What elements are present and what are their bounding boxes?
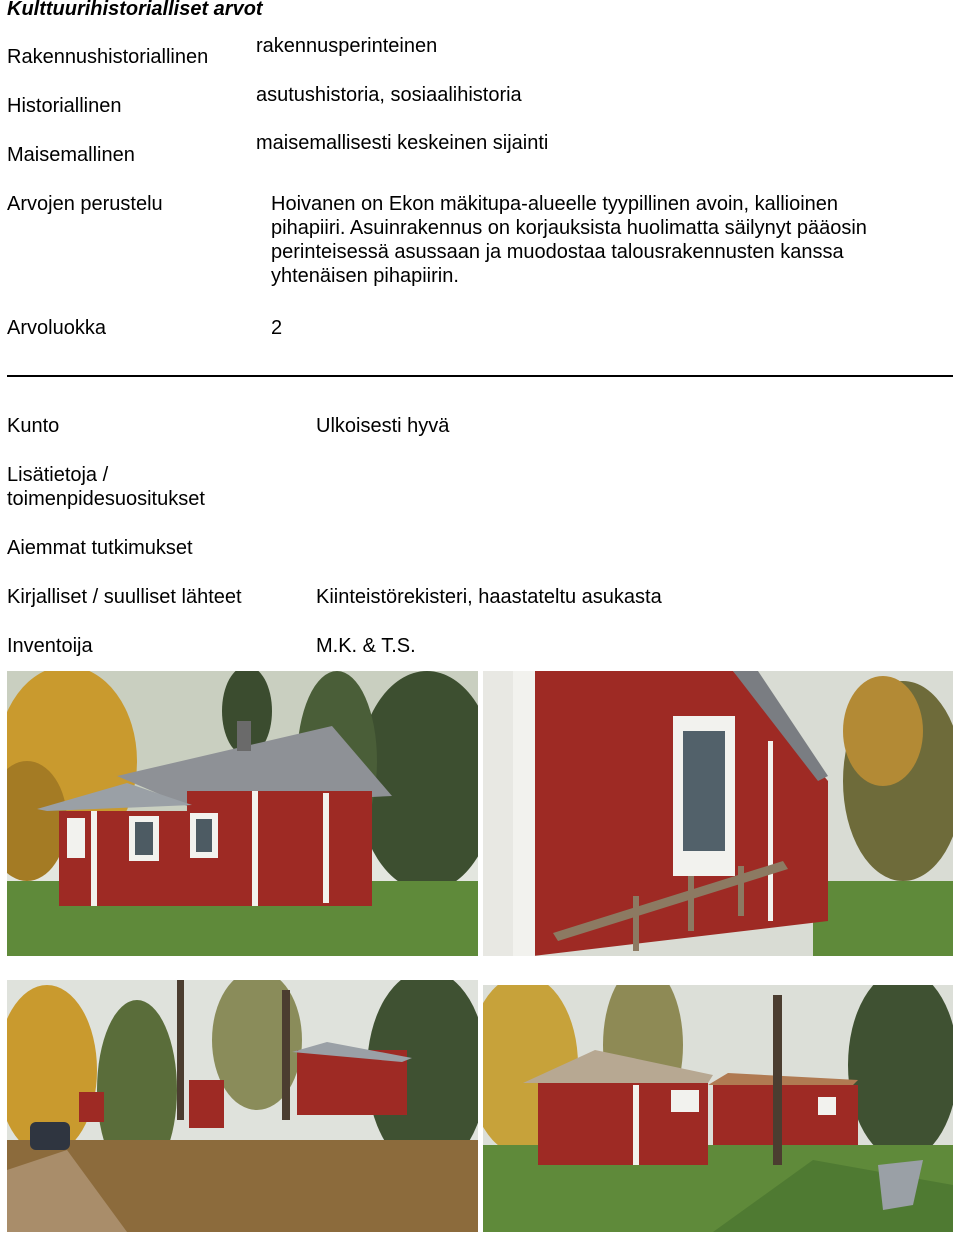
photo-cottage-front: [7, 671, 478, 956]
label-lisatietoja-line2: toimenpidesuositukset: [7, 488, 205, 510]
label-lisatietoja: [7, 463, 205, 511]
perustelu-line: perinteisessä asussaan ja muodostaa talousrakennusten kanssa: [271, 241, 844, 263]
photo-yard-with-car: [7, 980, 478, 1232]
value-inventoija: M.K. & T.S.: [316, 635, 416, 657]
perustelu-line: Hoivanen on Ekon mäkitupa-alueelle tyypillinen avoin, kallioinen: [271, 193, 839, 215]
section-divider: [7, 375, 953, 377]
label-lisatietoja-line1: Lisätietoja /: [7, 464, 109, 486]
photo-outbuildings: [483, 985, 953, 1232]
value-arvoluokka: 2: [271, 317, 283, 339]
value-maisemallinen: maisemallisesti keskeinen sijainti: [256, 132, 549, 154]
value-rakennushistoriallinen: rakennusperinteinen: [256, 35, 438, 57]
label-historiallinen: Historiallinen: [7, 95, 122, 117]
label-arvoluokka: Arvoluokka: [7, 317, 106, 339]
photo-cottage-wall: [483, 671, 953, 956]
value-kunto: Ulkoisesti hyvä: [316, 415, 450, 437]
label-arvojen-perustelu: Arvojen perustelu: [7, 193, 163, 215]
arvojen-perustelu-text: [271, 192, 941, 288]
section-title: Kulttuurihistorialliset arvot: [7, 0, 263, 20]
label-inventoija: Inventoija: [7, 635, 93, 657]
perustelu-line: yhtenäisen pihapiirin.: [271, 265, 459, 287]
label-lahteet: Kirjalliset / suulliset lähteet: [7, 586, 242, 608]
perustelu-line: pihapiiri. Asuinrakennus on korjauksista huolimatta säilynyt pääosin: [271, 217, 867, 239]
value-lahteet: Kiinteistörekisteri, haastateltu asukasta: [316, 586, 662, 608]
label-maisemallinen: Maisemallinen: [7, 144, 135, 166]
label-rakennushistoriallinen: Rakennushistoriallinen: [7, 46, 209, 68]
label-kunto: Kunto: [7, 415, 60, 437]
label-aiemmat-tutkimukset: Aiemmat tutkimukset: [7, 537, 193, 559]
value-historiallinen: asutushistoria, sosiaalihistoria: [256, 84, 522, 106]
